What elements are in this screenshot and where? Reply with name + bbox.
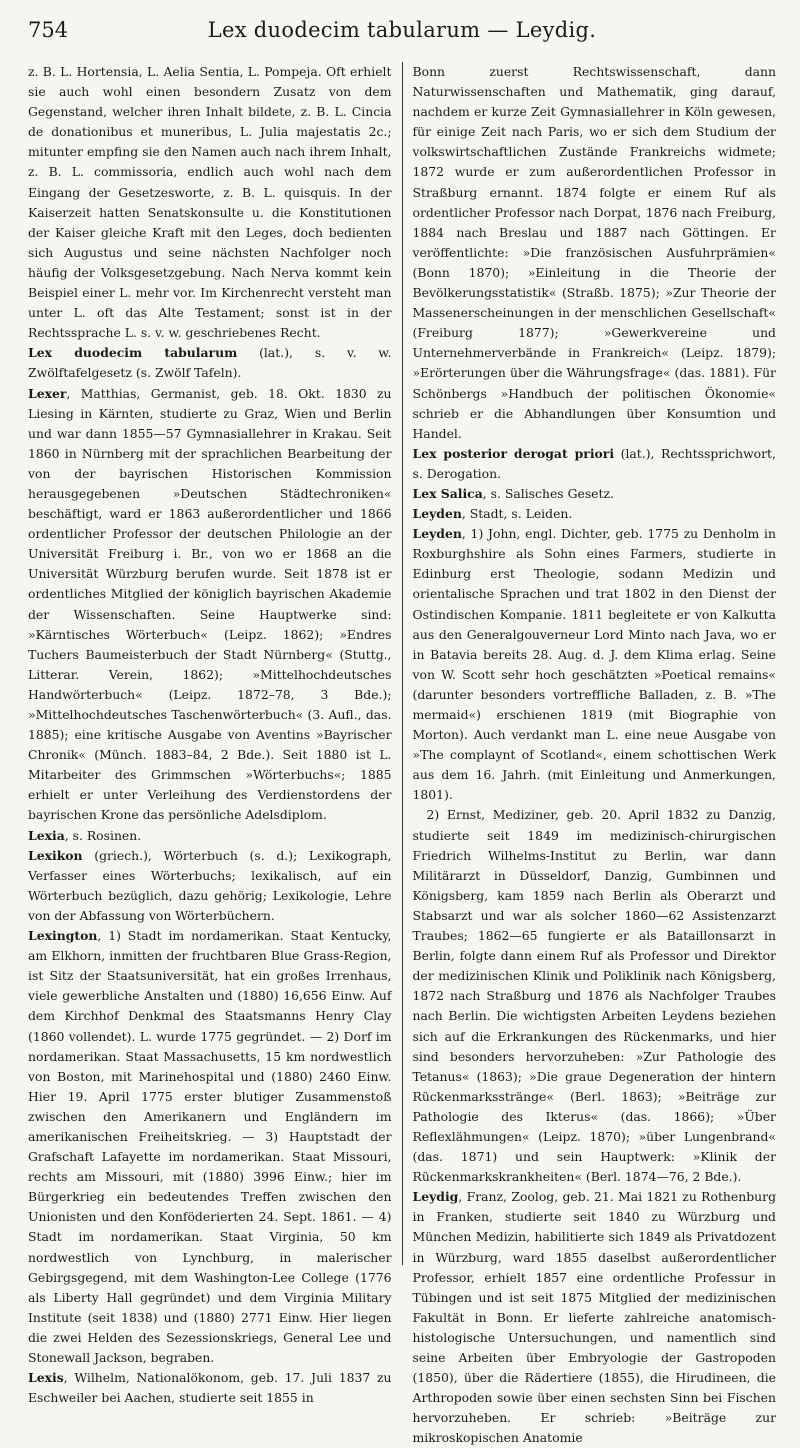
entry-headword: Lexikon bbox=[28, 847, 83, 863]
entry-leyden-john: Leyden, 1) John, engl. Dichter, geb. 1775 zu Denholm in Roxburghshire als Sohn eines Farmers, studierte in Edinburg erst Theologie, sodann Medizin und orientalische Sprachen und trat 1802 in den Dienst der Ostindischen Kompanie. 1811 begleitete er von Kalkutta aus den Generalgouverneur Lord Minto nach Java, wo er in Batavia bereits 28. Aug. d. J. dem Klima erlag. Seine von W. Scott sehr hoch geschätzten »Poetical remains« (darunter besonders vortreffliche Balladen, z. B. »The mermaid«) erschienen 1819 (mit Biographie von Morton). Auch verdankt man L. eine neue Ausgabe von »The complaynt of Scotland«, einem schottischen Werk aus dem 16. Jahrh. (mit Einleitung und Anmerkungen, 1801). bbox=[412, 526, 776, 803]
entry-lexikon: Lexikon (griech.), Wörterbuch (s. d.); Lexikograph, Verfasser eines Wörterbuchs; lexikalisch, auf ein Wörterbuch bezüglich, dazu gehörig; Lexikologie, Lehre von der Abfassung von Wörterbüchern. bbox=[28, 847, 392, 923]
entry-headword: Lex Salica bbox=[412, 485, 483, 501]
entry-headword: Lexis bbox=[28, 1370, 64, 1386]
entry-lexis: Lexis, Wilhelm, Nationalökonom, geb. 17. Juli 1837 zu Eschweiler bei Aachen, studierte seit 1855 in bbox=[28, 1370, 392, 1406]
entry-headword: Lexington bbox=[28, 928, 98, 944]
entry-lex-duodecim: Lex duodecim tabularum (lat.), s. v. w. Zwölftafelgesetz (s. Zwölf Tafeln). bbox=[28, 345, 392, 381]
entry-lexington: Lexington, 1) Stadt im nordamerikan. Staat Kentucky, am Elkhorn, inmitten der fruchtbaren Blue Grass-Region, ist Sitz der Staatsuniversität, hat ein großes Irrenhaus, viele gewerbliche Anstalten und (1880) 16,656 Einw. Auf dem Kirchhof Denkmal des Staatsmanns Henry Clay (1860 vollendet). L. wurde 1775 gegründet. — 2) Dorf im nordamerikan. Staat Massachusetts, 15 km nordwestlich von Boston, mit Marinehospital und (1880) 2460 Einw. Hier 19. April 1775 erster blutiger Zusammenstoß zwischen den Amerikanern und Engländern im amerikanischen Freiheitskrieg. — 3) Hauptstadt der Grafschaft Lafayette im nordamerikan. Staat Missouri, rechts am Missouri, mit (1880) 3996 Einw.; hier im Bürgerkrieg ein bedeutendes Treffen zwischen den Unionisten und den Konföderierten 24. Sept. 1861. — 4) Stadt im nordamerikan. Staat Virginia, 50 km nordwestlich von Lynchburg, in malerischer Gebirgsgegend, mit dem Washington-Lee College (1776 als Liberty Hall gegründet) und dem Virginia Military Institute (seit 1838) und (1880) 2771 Einw. Hier liegen die zwei Helden des Sezessionskriegs, General Lee und Stonewall Jackson, begraben. bbox=[28, 928, 392, 1365]
entry-headword: Leyden bbox=[412, 506, 462, 522]
entry-continuation: Bonn zuerst Rechtswissenschaft, dann Naturwissenschaften und Mathematik, ging darauf, nachdem er kurze Zeit Gymnasiallehrer in Köln gewesen, für einige Zeit nach Paris, wo er sich dem Studium der volkswirtschaftlichen Zustände Frankreichs widmete; 1872 wurde er zum außerordentlichen Professor in Straßburg ernannt. 1874 folgte er einem Ruf als ordentlicher Professor nach Dorpat, 1876 nach Freiburg, 1884 nach Breslau und 1887 nach Göttingen. Er veröffentlichte: »Die französischen Ausfuhrprämien« (Bonn 1870); »Einleitung in die Theorie der Bevölkerungsstatistik« (Straßb. 1875); »Zur Theorie der Massenerscheinungen in der menschlichen Gesellschaft« (Freiburg 1877); »Gewerkvereine und Unternehmerverbände in Frankreich« (Leipz. 1879); »Erörterungen über die Währungsfrage« (das. 1881). Für Schönbergs »Handbuch der politischen Ökonomie« schrieb er die Abhandlungen über Konsumtion und Handel. bbox=[412, 64, 776, 441]
running-title: Lex duodecim tabularum — Leydig. bbox=[207, 18, 597, 42]
entry-continuation: z. B. L. Hortensia, L. Aelia Sentia, L. Pompeja. Oft erhielt sie auch wohl einen besondern Zusatz von dem Gegenstand, welcher ihren Inhalt bildete, z. B. L. Cincia de donationibus et muneribus, L. Julia majestatis 2c.; mitunter empfing sie den Namen auch nach ihrem Inhalt, z. B. L. commissoria, endlich auch wohl nach dem Eingang der Gesetzesworte, z. B. L. quisquis. In der Kaiserzeit hatten Senatskonsulte u. die Konstitutionen der Kaiser gleiche Kraft mit den Leges, doch bedienten sich Augustus und seine nächsten Nachfolger noch häufig der Volksgesetzgebung. Nach Nerva kommt kein Beispiel einer L. mehr vor. Im Kirchenrecht versteht man unter L. oft das Alte Testament; sonst ist in der Rechtssprache L. s. v. w. geschriebenes Recht. bbox=[28, 64, 392, 341]
entry-headword: Lexer bbox=[28, 385, 67, 401]
entry-headword: Lex duodecim tabularum bbox=[28, 345, 238, 361]
entry-lex-posterior: Lex posterior derogat priori (lat.), Rechtssprichwort, s. Derogation. bbox=[412, 445, 776, 481]
entry-lex-salica: Lex Salica, s. Salisches Gesetz. bbox=[412, 485, 614, 501]
entry-leyden-ernst: 2) Ernst, Mediziner, geb. 20. April 1832 zu Danzig, studierte seit 1849 im medizinisch-chirurgischen Friedrich Wilhelms-Institut zu Berlin, war dann Militärarzt in Düsseldorf, Danzig, Gumbinnen und Königsberg, kam 1859 nach Berlin als Oberarzt und Stabsarzt und war als solcher 1860—62 Assistenzarzt Traubes; 1862—65 fungierte er als Bataillonsarzt in Berlin, folgte dann einem Ruf als Professor und Direktor der medizinischen Klinik und Poliklinik nach Königsberg, 1872 nach Straßburg und 1876 als Nachfolger Traubes nach Berlin. Die wichtigsten Arbeiten Leydens beziehen sich auf die Erkrankungen des Rückenmarks, und hier sind besonders hervorzuheben: »Zur Pathologie des Tetanus« (1863); »Die graue Degeneration der hintern Rückenmarksstränge« (Berl. 1863); »Beiträge zur Pathologie des Ikterus« (das. 1866); »Über Reflexlähmungen« (Leipz. 1870); »über Lungenbrand« (das. 1871) und sein Hauptwerk: »Klinik der Rückenmarkskrankheiten« (Berl. 1874—76, 2 Bde.). bbox=[412, 807, 776, 1185]
entry-lexia: Lexia, s. Rosinen. bbox=[28, 827, 142, 843]
page-header bbox=[28, 18, 776, 52]
entry-headword: Leydig bbox=[412, 1189, 459, 1205]
right-column bbox=[412, 62, 777, 1446]
entry-headword: Lexia bbox=[28, 827, 65, 843]
entry-headword: Leyden bbox=[412, 526, 462, 542]
left-column bbox=[28, 62, 392, 1406]
entry-lexer: Lexer, Matthias, Germanist, geb. 18. Okt. 1830 zu Liesing in Kärnten, studierte zu Graz, Wien und Berlin und war dann 1855—57 Gymnasiallehrer in Krakau. Seit 1860 in Nürnberg mit der sprachlichen Bearbeitung der von der bayrischen Historischen Kommission herausgegebenen »Deutschen Städtechroniken« beschäftigt, ward er 1863 außerordentlicher und 1866 ordentlicher Professor der deutschen Philologie an der Universität Freiburg i. Br., von wo er 1868 an die Universität Würzburg berufen wurde. Seit 1878 ist er ordentliches Mitglied der königlich bayrischen Akademie der Wissenschaften. Seine Hauptwerke sind: »Kärntisches Wörterbuch« (Leipz. 1862); »Endres Tuchers Baumeisterbuch der Stadt Nürnberg« (Stuttg., Litterar. Verein, 1862); »Mittelhochdeutsches Handwörterbuch« (Leipz. 1872–78, 3 Bde.); »Mittelhochdeutsches Taschenwörterbuch« (3. Aufl., das. 1885); eine kritische Ausgabe von Aventins »Bayrischer Chronik« (Münch. 1883–84, 2 Bde.). Seit 1880 ist L. Mitarbeiter des Grimmschen »Wörterbuchs«; 1885 erhielt er unter Verleihung des Verdienstordens der bayrischen Krone das persönliche Adelsdiplom. bbox=[28, 385, 392, 823]
entry-leydig: Leydig, Franz, Zoolog, geb. 21. Mai 1821 zu Rothenburg in Franken, studierte seit 1840 zu Würzburg und München Medizin, habilitierte sich 1849 als Privatdozent in Würzburg, ward 1855 daselbst außerordentlicher Professor, erhielt 1857 eine ordentliche Professur in Tübingen und ist seit 1875 Mitglied der medizinischen Fakultät in Bonn. Er lieferte zahlreiche anatomisch-histologische Untersuchungen, und namentlich sind seine Arbeiten über Embryologie der Gastropoden (1850), über die Rädertiere (1855), die Hirudineen, die Arthropoden sowie über einen sechsten Sinn bei Fischen hervorzuheben. Er schrieb: »Beiträge zur mikroskopischen Anatomie bbox=[412, 1189, 776, 1446]
text-columns bbox=[28, 62, 776, 1446]
entry-headword: Lex posterior derogat priori bbox=[412, 445, 615, 461]
page-number: 754 bbox=[28, 18, 69, 42]
column-divider bbox=[402, 62, 403, 1265]
entry-leyden-stadt: Leyden, Stadt, s. Leiden. bbox=[412, 506, 573, 522]
